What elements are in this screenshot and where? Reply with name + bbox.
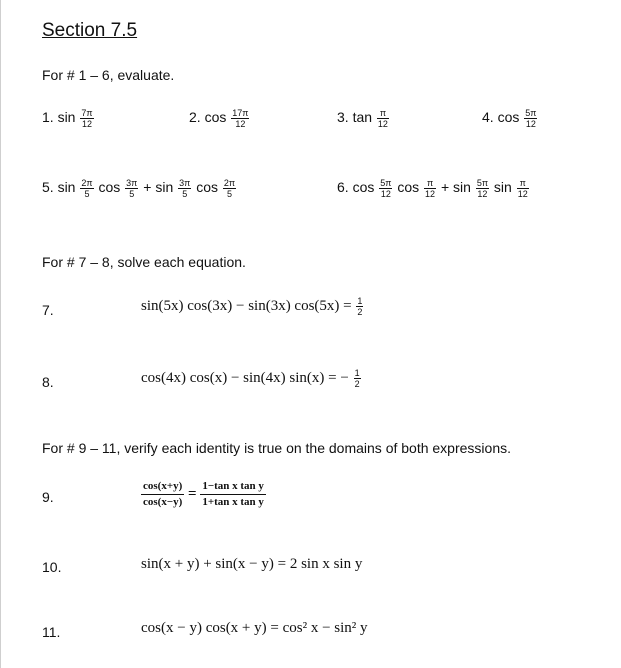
instruction-evaluate: For # 1 – 6, evaluate. [42,67,175,83]
instruction-verify: For # 9 – 11, verify each identity is true on the domains of both expressions. [42,440,511,456]
problem-9-identity: $\frac{\cos(x+y)}{\cos(x-y)}$ = $\frac{\text{1−tan x tan y}}{\text{1+tan x tan y}}$ [143,480,264,508]
problem-9-label: 9. [42,489,54,505]
instruction-solve: For # 7 – 8, solve each equation. [42,254,246,270]
problem-3 [337,108,390,129]
problem-8-equation: cos(4x) cos(x) − sin(4x) sin(x) = − $\frac{1}{2}$ [141,368,360,389]
problem-1 [42,108,95,129]
problem-1-label: 1. sin [42,109,76,126]
problem-1-fraction: $\frac{7\pi}{12}$ [81,108,93,129]
problem-4-label: 4. cos [482,109,520,126]
problem-3-fraction: $\frac{\pi}{12}$ [377,108,388,129]
problem-4 [482,108,538,129]
problem-7-label: 7. [42,302,54,318]
problem-7-equation: sin(5x) cos(3x) − sin(3x) cos(5x) = $\frac{1}{2}$ [141,296,363,317]
problem-11-label: 11. [42,624,61,640]
problem-10-label: 10. [42,559,62,575]
section-title: Section 7.5 [42,20,138,41]
problem-3-label: 3. tan [337,109,373,126]
problem-2 [189,108,250,129]
problem-6: 6. cos $\frac{5\pi}{12}$ cos $\frac{\pi}{12}$ + sin $\frac{5\pi}{12}$ sin $\frac{\pi}{12}$ [337,178,528,199]
problem-8-label: 8. [42,374,54,390]
problem-4-fraction: $\frac{5\pi}{12}$ [525,108,537,129]
problem-11-identity: cos(x − y) cos(x + y) = cos² x − sin² y [141,620,368,636]
problem-10-identity: sin(x + y) + sin(x − y) = 2 sin x sin y [141,556,363,572]
problem-5: 5. sin $\frac{2\pi}{5}$ cos $\frac{3\pi}{5}$ + sin $\frac{3\pi}{5}$ cos $\frac{2\pi}{5}$ [42,178,236,199]
problem-2-fraction: $\frac{17\pi}{12}$ [232,108,249,129]
problem-2-label: 2. cos [189,109,227,126]
